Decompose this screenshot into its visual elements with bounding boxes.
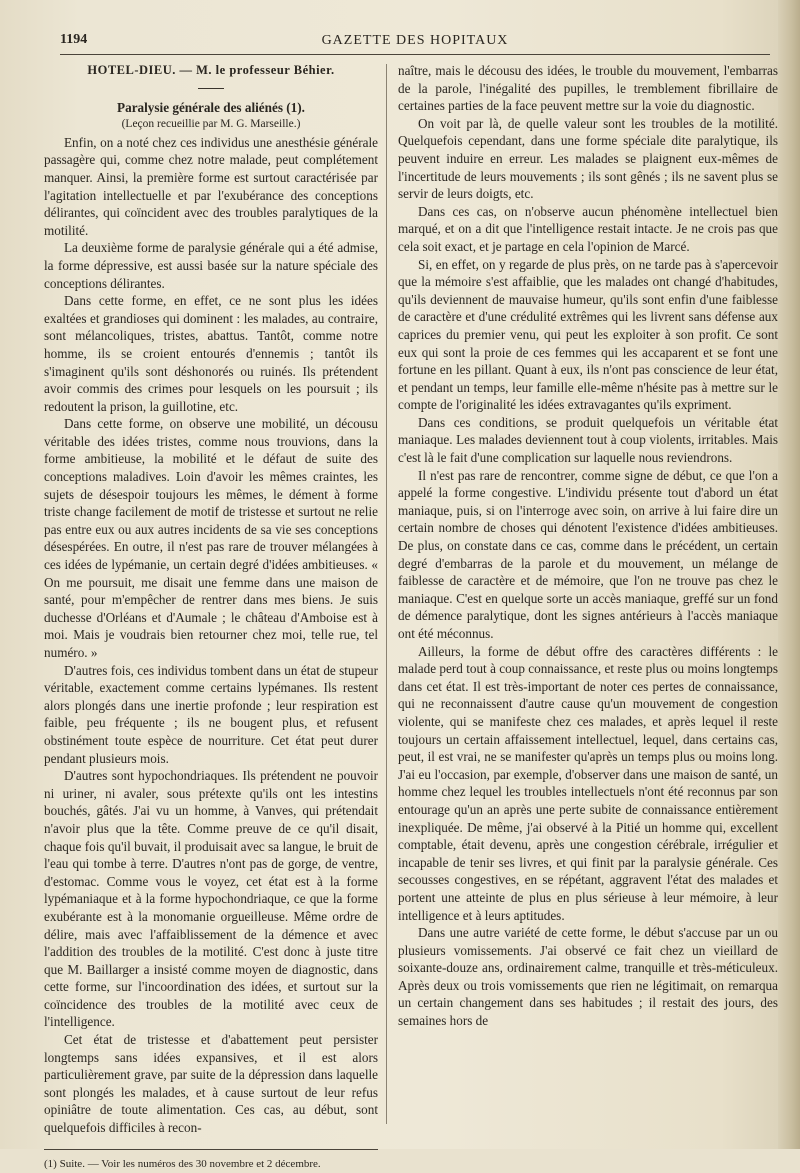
- right-paragraph: Ailleurs, la forme de début offre des caractères différents : le malade perd tout à coup connaissance, et reste plus ou moins longtemps dans cet état. Il est très-important de noter ces pertes de connaissance, qui ne reconnaissent d'autre cause qu'un mouvement de congestion violente, qui se manifeste chez ces malades, et après lequel il reste toujours un certain affaissement intellectuel, lequel, dans certains cas, peut, il est vrai, ne se manifester qu'après un temps plus ou moins long. J'ai eu l'occasion, par exemple, d'observer dans une maison de santé, un homme chez lequel les troubles intellectuels n'ont été reconnus par son entourage qu'un an après une perte subite de connaissance entièrement inexpliquée. De même, j'ai observé à la Pitié un homme qui, excellent comptable, était devenu, après une congestion cérébrale, irrégulier et incapable de tenir ses livres, et qui finit par la paralysie générale. Ces secousses congestives, en se répétant, aggravent l'état des malades et portent une atteinte de plus en plus sérieuse à leur mémoire, à leur intelligence et à leurs aptitudes.: [398, 643, 778, 923]
- page-number: 1194: [60, 32, 88, 47]
- right-paragraph: On voit par là, de quelle valeur sont les troubles de la motilité. Quelquefois cependant, dans une forme spéciale dite paralytique, ils peuvent induire en erreur. Les malades se plaignent eux-mêmes de l'incertitude de leurs mouvements ; ils sont gênés ; ils ne savent plus se servir de leurs doigts, etc.: [398, 115, 778, 202]
- page-header: [60, 28, 770, 55]
- article-subtitle: (Leçon recueillie par M. G. Marseille.): [121, 118, 301, 131]
- right-paragraph: Si, en effet, on y regarde de plus près, on ne tarde pas à s'apercevoir que la mémoire s'est affaiblie, que les malades ont changé d'habitudes, qu'ils deviennent de mauvaise humeur, qu'ils sont enfin d'une faiblesse de caractère et d'une crédulité extrêmes qui les livrent sans défense aux caprices du premier venu, qui peut les exploiter à son profit. Ce sont eux qui sont la proie de ces femmes qui les accaparent et se font une fortune en les pillant. Quant à eux, ils n'ont pas conscience de leur état, et pendant un temps, leur famille elle-même n'hésite pas à mettre sur le compte de l'originalité les idées extravagantes qu'ils expriment.: [398, 256, 778, 413]
- page-binding-edge: [778, 0, 800, 1149]
- right-paragraph: Dans une autre variété de cette forme, le début s'accuse par un ou plusieurs vomissements. J'ai observé ce fait chez un vieillard de soixante-douze ans, ordinairement calme, tranquille et très-méticuleux. Après deux ou trois vomissements que rien ne légitimait, on remarqua un certain changement dans ses habitudes ; il restait des jours, des semaines hors de: [398, 925, 778, 1029]
- right-paragraph: naître, mais le décousu des idées, le trouble du mouvement, l'embarras de la parole, l'inégalité des pupilles, le tremblement fibrillaire de certaines parties de la face peuvent mettre sur la voie du diagnostic.: [398, 63, 778, 114]
- heading-separator: [198, 88, 224, 89]
- left-column: [44, 62, 378, 1173]
- left-paragraph: La deuxième forme de paralysie générale qui a été admise, la forme dépressive, est aussi basée sur la nature spéciale des conceptions délirantes.: [44, 240, 378, 291]
- right-paragraph: Dans ces cas, on n'observe aucun phénomène intellectuel bien marqué, et on a dit que l'intelligence restait intacte. Je ne crois pas que cela soit exact, et je partage en cela l'opinion de Marcé.: [398, 203, 778, 254]
- section-heading: HOTEL-DIEU. — M. le professeur Béhier.: [87, 63, 335, 77]
- journal-title: GAZETTE DES HOPITAUX: [321, 33, 509, 48]
- right-paragraph: Dans ces conditions, se produit quelquefois un véritable état maniaque. Les malades deviennent tout à coup violents, irritables. Mais c'est là le fait d'une complication sur laquelle nous reviendrons.: [398, 414, 778, 466]
- left-paragraph: Enfin, on a noté chez ces individus une anesthésie générale passagère qui, comme chez notre malade, peut complétement manquer. Ainsi, la première forme est surtout caractérisée par l'agitation intellectuelle et par l'exubérance des conceptions délirantes, qui coïncident avec des troubles paralytiques de la motilité.: [44, 134, 378, 238]
- column-divider: [386, 64, 387, 1124]
- left-paragraph: Dans cette forme, on observe une mobilité, un décousu véritable des idées tristes, comme nous trouvions, dans la forme ambitieuse, la mobilité et le défaut de suite des conceptions maladives. Loin d'avoir les mêmes craintes, les sujets de désespoir toujours les mêmes, le dément à forme triste change facilement de motif de tristesse et surtout ne relie pas entre eux ou aux autres incidents de sa vie ses conceptions désespérées. En outre, il n'est pas rare de trouver mélangées à ces idées de lypémanie, un certain degré d'idées ambitieuses. « On me poursuit, me disait une femme dans une maison de santé, pour m'empêcher de rentrer dans mes biens. Je suis duchesse d'Orléans et d'Aumale ; le château d'Amboise est à moi. Mais je voudrais bien retourner chez moi, telle rue, tel numéro. »: [44, 416, 378, 660]
- left-paragraph: Cet état de tristesse et d'abattement peut persister longtemps sans idées expansives, et il est alors particulièrement grave, par suite de la dépression dans laquelle sont plongés les malades, et à cause surtout de leur refus opiniâtre de toute alimentation. Ces cas, au début, sont quelquefois difficiles à recon-: [44, 1032, 378, 1136]
- article-title: Paralysie générale des aliénés (1).: [117, 99, 305, 115]
- right-column: [398, 62, 778, 1030]
- left-paragraph: Dans cette forme, en effet, ce ne sont plus les idées exaltées et grandioses qui dominent : les malades, au contraire, sont mélancoliques, tristes, abattus. Tantôt, comme notre homme, ils se croient entourés d'ennemis ; tantôt ils s'imaginent qu'ils sont déshonorés ou ruinés. Ils prétendent avoir commis des crimes pour lesquels on les poursuit ; ils redoutent la prison, la guillotine, etc.: [44, 293, 378, 414]
- footnote: (1) Suite. — Voir les numéros des 30 novembre et 2 décembre.: [44, 1157, 321, 1170]
- left-paragraph: D'autres sont hypochondriaques. Ils prétendent ne pouvoir ni uriner, ni avaler, sous prétexte qu'ils ont les intestins bouchés, gâtés. J'ai vu un homme, à Vanves, qui prétendait n'avoir plus que la tête. Comme preuve de ce qu'il disait, chaque fois qu'il buvait, il produisait avec sa langue, le bruit de l'eau qui tombe à terre. D'autres n'ont pas de gorge, de ventre, d'estomac. Comme vous le voyez, cet état est à la forme lypémaniaque et à la forme hypochondriaque, ce que la forme exubérante est à la monomanie orgueilleuse. Même ordre de délire, mais avec l'affaiblissement de la démence et avec l'addition des troubles de la motilité. C'est donc à juste titre que M. Baillarger a insisté comme moyen de diagnostic, dans cette forme, sur l'incoordination des idées, et surtout sur la coïncidence des troubles de la motilité avec ceux de l'intelligence.: [44, 768, 378, 1030]
- right-paragraph: Il n'est pas rare de rencontrer, comme signe de début, ce que l'on a appelé la forme congestive. L'individu présente tout d'abord un état maniaque, puis, si on l'interroge avec soin, on arrive à lui faire dire un certain nombre de choses qui dénotent l'existence d'idées ambitieuses. De plus, on constate dans ce cas, comme dans le précédent, un certain degré d'embarras de la parole et du mouvement, un mélange de faiblesse de caractère et de mémoire, que l'on ne trouve pas chez le maniaque. C'est en quelque sorte un accès maniaque, greffé sur un fond de démence paralytique, dont les signes antérieurs à l'accès maniaque ont été méconnus.: [398, 467, 778, 641]
- left-paragraph: D'autres fois, ces individus tombent dans un état de stupeur véritable, exactement comme certains lypémanes. Ils restent alors plongés dans une inertie profonde ; leur respiration est faible, peu fréquente ; ils ne bougent plus, et refusent obstinément toute espèce de nourriture. Cet état peut durer pendant plusieurs mois.: [44, 662, 378, 766]
